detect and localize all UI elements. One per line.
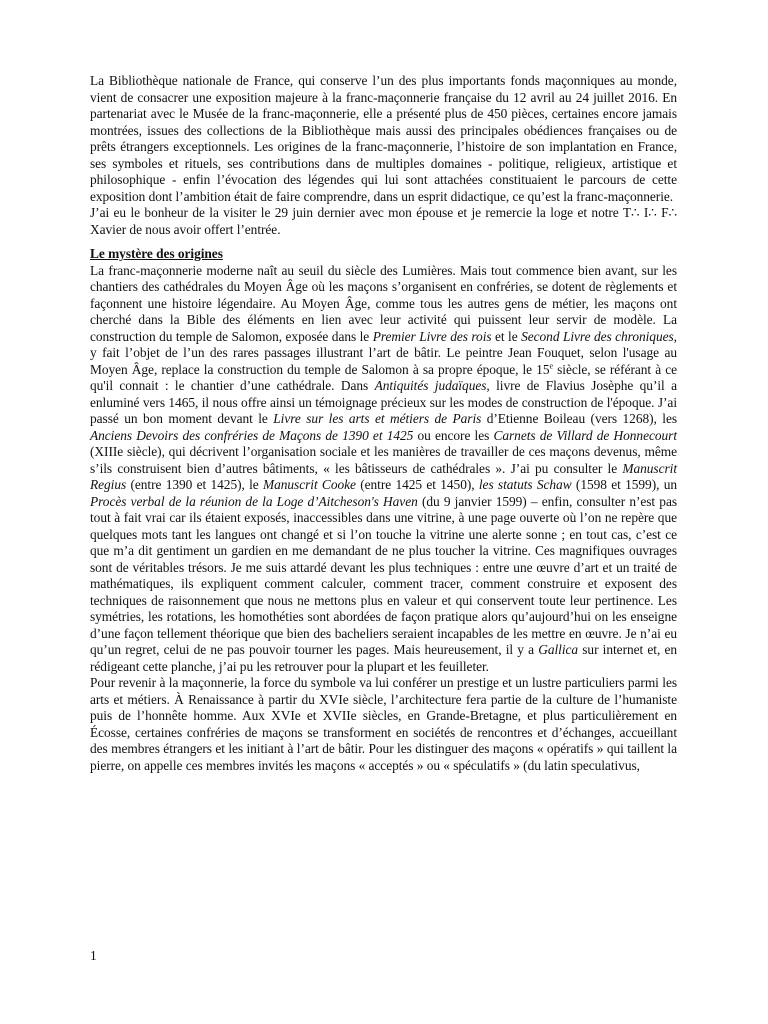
book-title: les statuts Schaw	[478, 477, 572, 492]
document-body	[90, 73, 677, 774]
book-title: Manuscrit Cooke	[263, 477, 356, 492]
section-paragraph-2: Pour revenir à la maçonnerie, la force du symbole va lui conférer un prestige et un lustre particuliers parmi les arts et métiers. À Renaissance à partir du XVIe siècle, l’architecture fera partie de la culture de l’humaniste puis de l’honnête homme. Aux XVIe et XVIIe siècles, en Grande-Bretagne, et plus particulièrement en Écosse, certaines confréries de maçons se transforment en sociétés de rencontres et d’échanges, accueillant des membres étrangers et les initiant à l’art de bâtir. Pour les distinguer des maçons « opératifs » qui taillent la pierre, on appelle ces membres invités les maçons « acceptés » ou « spéculatifs » (du latin speculativus,	[90, 675, 677, 773]
intro-paragraph-1: La Bibliothèque nationale de France, qui conserve l’un des plus importants fonds maçonniques au monde, vient de consacrer une exposition majeure à la franc-maçonnerie française du 12 avril au 24 juillet 2016. En partenariat avec le Musée de la franc-maçonnerie, elle a présenté plus de 450 pièces, certaines encore jamais montrées, issues des collections de la Bibliothèque mais aussi des principales obédiences françaises ou de prêts étrangers exceptionnels. Les origines de la franc-maçonnerie, l’histoire de son implantation en France, ses symboles et rituels, ses contributions dans de multiples domaines - politique, religieux, artistique et philosophique - enfin l’évocation des légendes qui lui sont attachées constituaient le parcours de cette exposition dont l’ambition était de faire comprendre, dans un esprit didactique, ce qu’est la franc-maçonnerie.	[90, 73, 677, 204]
book-title: Gallica	[538, 642, 579, 657]
book-title: Second Livre des chroniques	[521, 328, 674, 344]
page-number: 1	[90, 948, 97, 963]
text-run: , y fait l’objet de l’un des rares passages illustrant l’art de bâtir. Le peintre Jean Fouquet, selon l'usage au Moyen Âge, replace la construction du temple de Salomon à sa propre époque, le 15	[90, 328, 677, 377]
text-run: sur internet et, en rédigeant cette planche, j’ai pu les retrouver pour la plupart et les feuilleter.	[90, 642, 677, 674]
text-run: (XIIIe siècle), qui décrivent l’organisation sociale et les manières de travailler de ces maçons devenus, même s’ils construisent bien d’autres bâtiments, « les bâtisseurs de cathédrales ». J’ai pu consulter le	[90, 444, 677, 476]
text-run: et le	[491, 328, 522, 344]
text-run: d’Etienne Boileau (vers 1268), les	[481, 411, 678, 426]
intro-paragraph-2: J’ai eu le bonheur de la visiter le 29 juin dernier avec mon épouse et je remercie la loge et notre T∴ I∴ F∴ Xavier de nous avoir offert l’entrée.	[90, 205, 677, 237]
text-run: (entre 1425 et 1450),	[355, 477, 479, 492]
text-run: siècle, se référant à ce qu'il connait : le chantier d’une cathédrale. Dans	[90, 361, 677, 393]
book-title: Manuscrit Regius	[90, 460, 677, 492]
book-title: Antiquités judaïques	[374, 378, 487, 393]
text-run: , livre de Flavius Josèphe qu’il a enluminé vers 1465, il nous offre ainsi un témoignage précieux sur les modes de construction de l'époque. J’ai passé un bon moment devant le	[90, 378, 677, 426]
text-run: (du 9 janvier 1599) – enfin, consulter n’est pas tout à fait vrai car ils étaient exposés, inaccessibles dans une vitrine, à une page ouverte où l’on ne repère que quelques mots tant les langues ont changé et si l’on touche la vitrine une alerte sonne ; en tout cas, c’est ce que m’a dit gentiment un gardien en me demandant de ne plus toucher la vitrine. Ces magnifiques ouvrages sont de véritables trésors. Je me suis attardé devant les plus techniques : entre une œuvre d’art et un traité de mathématiques, ils expliquent comment calculer, comment tracer, comment construire et exposent des techniques de raisonnement que nous ne mettons plus en valeur et qui conservent toute leur pertinence. Les symétries, les rotations, les homothéties sont abordées de façon pratique alors qu’aujourd’hui on les enseigne d’une façon tellement théorique que bien des bacheliers seraient incapables de les mettre en œuvre. Je n’ai eu qu’un regret, celui de ne pas pouvoir tourner les pages. Mais heureusement, il y a	[90, 493, 677, 657]
book-title: Procès verbal de la réunion de la Loge d’Aitcheson's Haven	[90, 493, 418, 509]
book-title: Carnets de Villard de Honnecourt	[493, 427, 677, 443]
text-run: (1598 et 1599), un	[571, 477, 678, 492]
book-title: Premier Livre des rois	[372, 328, 492, 344]
superscript: e	[549, 361, 553, 371]
paragraph-gap	[90, 238, 677, 246]
book-title: Livre sur les arts et métiers de Paris	[273, 411, 482, 426]
book-title: Anciens Devoirs des confréries de Maçons de 1390 et 1425	[90, 427, 414, 443]
section-paragraph-1	[90, 263, 677, 676]
text-run: La franc-maçonnerie moderne naît au seuil du siècle des Lumières. Mais tout commence bien avant, sur les chantiers des cathédrales du Moyen Âge où les maçons s’organisent en confréries, se dotent de règlements et façonnent une histoire légendaire. Au Moyen Âge, comme tous les autres gens de métier, les maçons ont cherché dans la Bible des éléments en lien avec leur activité qui puissent leur servir de modèle. La construction du temple de Salomon, exposée dans le	[90, 262, 677, 344]
section-heading: Le mystère des origines	[90, 246, 223, 261]
text-run: (entre 1390 et 1425), le	[126, 477, 264, 492]
text-run: ou encore les	[413, 427, 494, 443]
